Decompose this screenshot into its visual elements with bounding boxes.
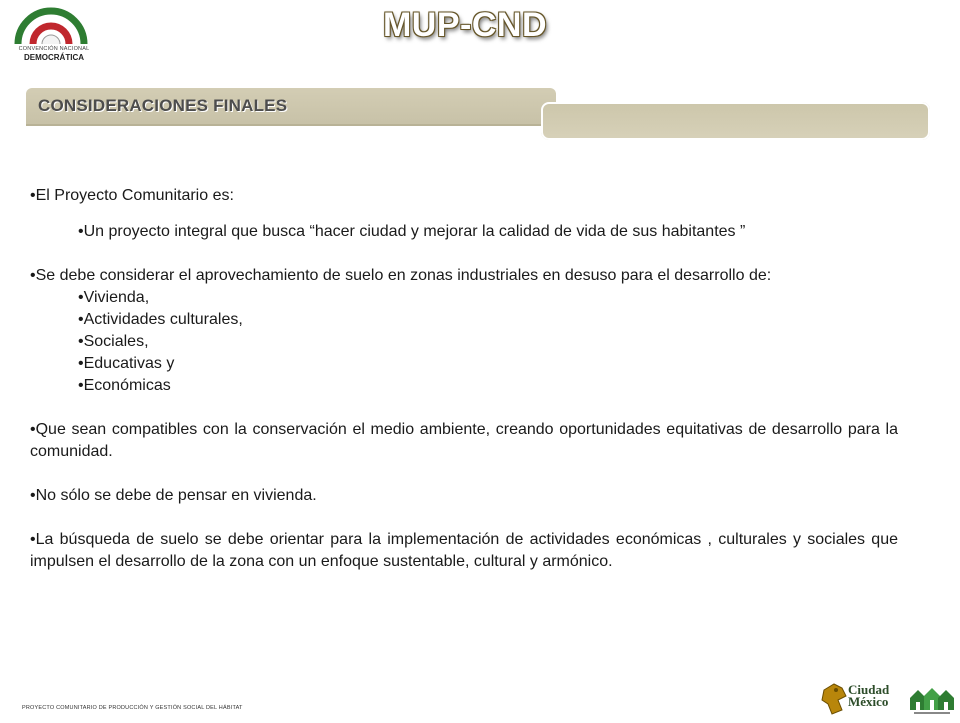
section-title: CONSIDERACIONES FINALES (38, 96, 288, 115)
paragraph-1: •El Proyecto Comunitario es: (30, 187, 234, 204)
housing-logo (908, 680, 956, 718)
list-item: •Económicas (78, 377, 171, 394)
footer-caption: PROYECTO COMUNITARIO DE PRODUCCIÓN Y GESTIÓN SOCIAL DEL HÁBITAT (22, 705, 243, 711)
list-item: •Educativas y (78, 355, 175, 372)
houses-icon (908, 680, 956, 718)
logo-name: DEMOCRÁTICA (24, 53, 84, 62)
page-title: MUP-CND (382, 6, 548, 44)
paragraph-1-sub: •Un proyecto integral que busca “hacer ciudad y mejorar la calidad de vida de sus habitantes ” (78, 223, 746, 240)
slide-body (30, 185, 898, 573)
section-header-tab (541, 102, 930, 140)
paragraph-5: •La búsqueda de suelo se debe orientar para la implementación de actividades económicas , culturales y sociales que impulsen el desarrollo de la zona con un enfoque sustentable, cultural y armónico. (30, 531, 898, 570)
paragraph-2: •Se debe considerar el aprovechamiento de suelo en zonas industriales en desuso para el desarrollo de: (30, 267, 772, 284)
paragraph-4: •No sólo se debe de pensar en vivienda. (30, 487, 317, 504)
section-header-underline (26, 124, 556, 126)
eagle-icon (820, 680, 850, 718)
list-item: •Vivienda, (78, 289, 150, 306)
paragraph-3: •Que sean compatibles con la conservación el medio ambiente, creando oportunidades equitativas de desarrollo para la comunidad. (30, 421, 898, 460)
list-item: •Actividades culturales, (78, 311, 243, 328)
logo-subtitle: CONVENCIÓN NACIONAL (18, 46, 90, 52)
ciudad-de-mexico-wordmark: Ciudad México (848, 682, 890, 709)
list-item: •Sociales, (78, 333, 149, 350)
